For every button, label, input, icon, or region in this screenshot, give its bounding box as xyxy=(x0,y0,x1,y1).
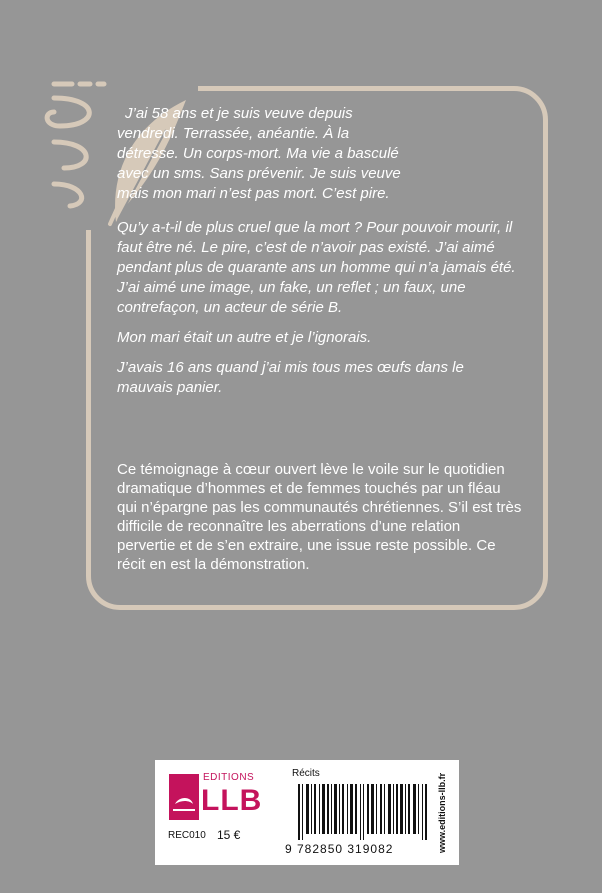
publisher-logo-icon xyxy=(169,774,199,820)
summary-text: Ce témoignage à cœur ouvert lève le voile sur le quotidien dramatique d’hommes et de femmes touchés par un fléau qui n’épargne pas les communautés chrétiennes. S’il est très difficile de reconnaître les aberrations d’une relation pervertie et de s’en extraire, une issue reste possible. Ce récit en est la démonstration. xyxy=(117,461,522,573)
quote-line: vendredi. Terrassée, anéantie. À la xyxy=(117,125,350,142)
publisher-url: www.editions-llb.fr xyxy=(437,772,447,854)
quote-line: avec un sms. Sans prévenir. Je suis veuve xyxy=(117,165,401,182)
quote-paragraph-3: Mon mari était un autre et je l’ignorais. xyxy=(117,329,372,346)
quote-paragraph-4: J’avais 16 ans quand j’ai mis tous mes œufs dans le mauvais panier. xyxy=(117,359,464,396)
barcode-label xyxy=(155,760,459,865)
quote-line: J’ai 58 ans et je suis veuve depuis xyxy=(125,105,353,122)
quote-line: détresse. Un corps-mort. Ma vie a basculé xyxy=(117,145,399,162)
reference-code: REC010 xyxy=(168,830,206,841)
quote-line: mais mon mari n’est pas mort. C’est pire. xyxy=(117,185,390,202)
publisher-top: EDITIONS xyxy=(203,772,255,783)
barcode xyxy=(298,784,428,840)
quote-paragraph-1 xyxy=(117,104,522,204)
isbn: 9 782850 319082 xyxy=(285,842,394,856)
quote-text xyxy=(117,104,522,408)
price: 15 € xyxy=(217,828,241,842)
publisher-name: LLB xyxy=(201,784,263,817)
genre: Récits xyxy=(292,768,320,779)
quote-paragraph-2: Qu’y a-t-il de plus cruel que la mort ? Pour pouvoir mourir, il faut être né. Le pire, c’est de n’avoir pas existé. J’ai aimé pendant plus de quarante ans un homme qui n’a jamais été. J’ai aimé une image, un fake, un reflet ; un faux, une contrefaçon, un acteur de série B. xyxy=(117,219,516,316)
